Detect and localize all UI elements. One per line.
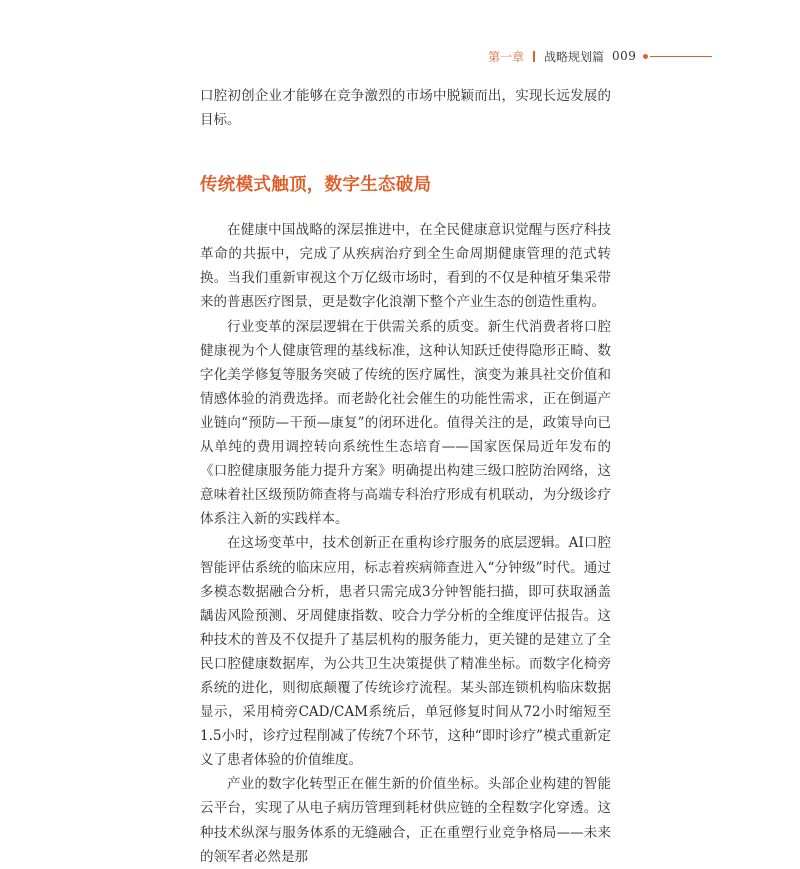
chapter-label: 第一章 — [488, 49, 525, 64]
section-heading: 传统模式触顶，数字生态破局 — [200, 175, 432, 196]
body-paragraph-1: 在健康中国战略的深层推进中，在全民健康意识觉醒与医疗科技革命的共振中，完成了从疾病治疗到全生命周期健康管理的范式转换。当我们重新审视这个万亿级市场时，看到的不仅是种植牙集采带来的普惠医疗图景，更是数字化浪潮下整个产业生态的创造性重构。 — [200, 222, 611, 311]
section-label: 战略规划篇 — [544, 49, 605, 64]
body-paragraph-3: 在这场变革中，技术创新正在重构诊疗服务的底层逻辑。AI口腔智能评估系统的临床应用，标志着疾病筛查进入“分钟级”时代。通过多模态数据融合分析，患者只需完成3分钟智能扫描，即可获取涵盖龋齿风险预测、牙周健康指数、咬合力学分析的全维度评估报告。这种技术的普及不仅提升了基层机构的服务能力，更关键的是建立了全民口腔健康数据库，为公共卫生决策提供了精准坐标。而数字化椅旁系统的进化，则彻底颠覆了传统诊疗流程。某头部连锁机构临床数据显示，采用椅旁CAD/CAM系统后，单冠修复时间从72小时缩短至1.5小时，诊疗过程削减了传统7个环节，这种“即时诊疗”模式重新定义了患者体验的价值维度。 — [200, 535, 611, 769]
header-dot-ornament — [643, 54, 648, 59]
body-paragraph-2: 行业变革的深层逻辑在于供需关系的质变。新生代消费者将口腔健康视为个人健康管理的基线标准，这种认知跃迁使得隐形正畸、数字化美学修复等服务突破了传统的医疗属性，演变为兼具社交价值和情感体验的消费选择。而老龄化社会催生的功能性需求，正在倒逼产业链向“预防—干预—康复”的闭环进化。值得关注的是，政策导向已从单纯的费用调控转向系统性生态培育——国家医保局近年发布的《口腔健康服务能力提升方案》明确提出构建三级口腔防治网络，这意味着社区级预防筛查将与高端专科治疗形成有机联动，为分级诊疗体系注入新的实践样本。 — [200, 318, 611, 528]
header-separator — [533, 51, 535, 62]
running-header — [488, 46, 712, 66]
page-number: 009 — [612, 49, 637, 63]
lead-paragraph-fragment: 口腔初创企业才能够在竞争激烈的市场中脱颖而出，实现长远发展的目标。 — [200, 88, 611, 129]
body-paragraph-4: 产业的数字化转型正在催生新的价值坐标。头部企业构建的智能云平台，实现了从电子病历管理到耗材供应链的全程数字化穿透。这种技术纵深与服务体系的无缝融合，正在重塑行业竞争格局——未来的领军者必然是那 — [200, 776, 611, 865]
page-body — [200, 84, 611, 869]
header-rule — [650, 56, 712, 57]
